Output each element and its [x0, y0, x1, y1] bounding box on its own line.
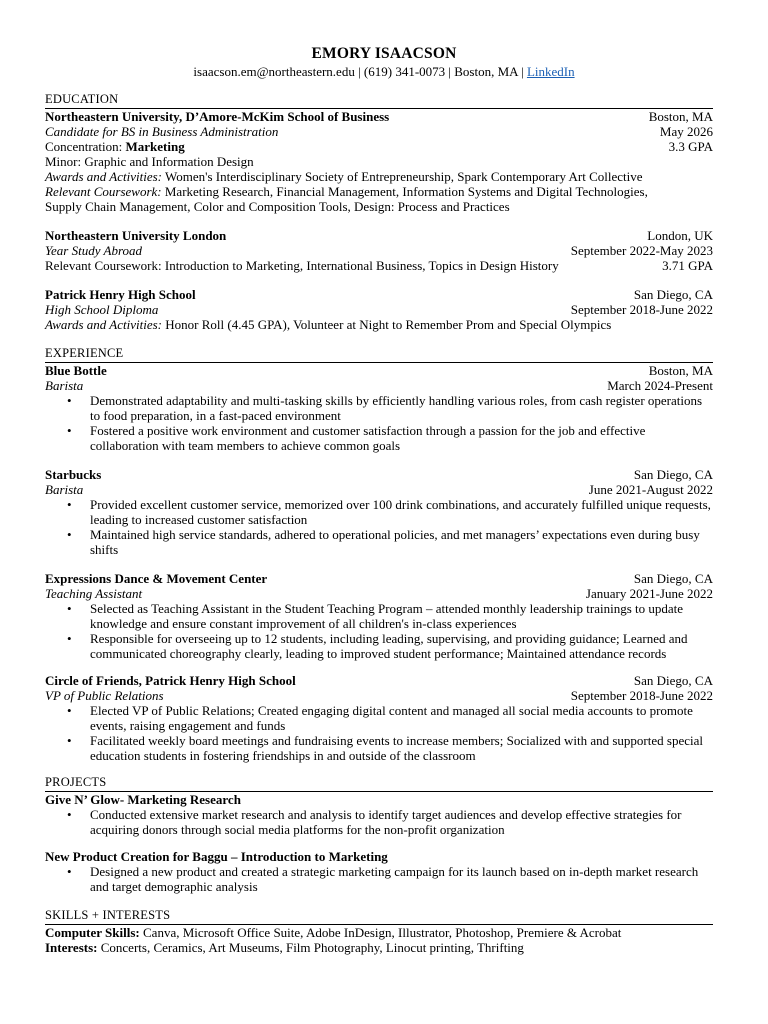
- bullet-list: [45, 703, 713, 763]
- bullet-icon: •: [67, 703, 72, 718]
- neu-awards: [45, 169, 713, 184]
- job-subheader: [45, 482, 713, 497]
- neu-date: May 2026: [659, 124, 713, 139]
- london-location: London, UK: [647, 228, 713, 243]
- neu-coursework: [45, 184, 713, 199]
- bullet-icon: •: [67, 631, 72, 646]
- job-role: Teaching Assistant: [45, 586, 143, 601]
- job-header: [45, 467, 713, 482]
- spacer: [45, 661, 713, 673]
- bullet-list: [45, 497, 713, 557]
- concentration-value: Marketing: [125, 139, 185, 154]
- computer-skills-label: Computer Skills:: [45, 925, 140, 940]
- job-location: San Diego, CA: [633, 467, 713, 482]
- bullet-list: [45, 393, 713, 453]
- london-gpa: 3.71 GPA: [662, 258, 713, 273]
- bullet-text: Elected VP of Public Relations; Created engaging digital content and managed all social media accounts to promote events, raising engagement and funds: [90, 703, 693, 733]
- bullet-text: Fostered a positive work environment and customer satisfaction through a passion for the job and effective collaboration with team members to achieve common goals: [90, 423, 646, 453]
- london-coursework: Relevant Coursework: Introduction to Marketing, International Business, Topics in Design History: [45, 258, 559, 273]
- bullet-text: Responsible for overseeing up to 12 students, including leading, supervising, and providing guidance; Learned and communicated choreography clearly, leading to improved student performance; Maintained attendance records: [90, 631, 688, 661]
- phhs-location: San Diego, CA: [633, 287, 713, 302]
- job-subheader: [45, 378, 713, 393]
- job-entry: [45, 363, 713, 453]
- job-date: March 2024-Present: [607, 378, 713, 393]
- job-subheader: [45, 586, 713, 601]
- bullet-text: Provided excellent customer service, memorized over 100 drink combinations, and accurately fulfilled unique requests, leading to increased customer satisfaction: [90, 497, 711, 527]
- job-role: VP of Public Relations: [45, 688, 164, 703]
- job-location: Boston, MA: [648, 363, 713, 378]
- phhs-degree: High School Diploma: [45, 302, 159, 317]
- project-entry: [45, 849, 713, 894]
- job-role: Barista: [45, 482, 84, 497]
- computer-skills-text: Canva, Microsoft Office Suite, Adobe InDesign, Illustrator, Photoshop, Premiere & Acrobat: [139, 925, 622, 940]
- job-org: Expressions Dance & Movement Center: [45, 571, 268, 586]
- job-date: June 2021-August 2022: [588, 482, 713, 497]
- bullet-icon: •: [67, 864, 72, 879]
- awards-label: Awards and Activities:: [45, 169, 162, 184]
- bullet-item: [45, 497, 713, 527]
- spacer: [45, 557, 713, 571]
- job-entry: [45, 673, 713, 763]
- linkedin-link[interactable]: LinkedIn: [526, 64, 575, 79]
- bullet-item: [45, 423, 713, 453]
- bullet-text: Designed a new product and created a strategic marketing campaign for its launch based on in-depth market research and target demographic analysis: [90, 864, 699, 894]
- contact-line: [0, 64, 768, 80]
- bullet-icon: •: [67, 527, 72, 542]
- concentration-label: Concentration:: [45, 139, 126, 154]
- bullet-item: [45, 631, 713, 661]
- bullet-icon: •: [67, 423, 72, 438]
- candidate-name: EMORY ISAACSON: [311, 45, 457, 62]
- job-org: Starbucks: [45, 467, 102, 482]
- education-heading: EDUCATION: [45, 92, 713, 109]
- job-entry: [45, 467, 713, 557]
- neu-location: Boston, MA: [648, 109, 713, 124]
- bullet-icon: •: [67, 497, 72, 512]
- bullet-list: [45, 807, 713, 837]
- london-date: September 2022-May 2023: [570, 243, 713, 258]
- london-school: Northeastern University London: [45, 228, 227, 243]
- projects-list: [45, 792, 713, 894]
- projects-heading: PROJECTS: [45, 775, 713, 792]
- bullet-icon: •: [67, 601, 72, 616]
- job-header: [45, 673, 713, 688]
- phhs-date: September 2018-June 2022: [570, 302, 713, 317]
- bullet-text: Demonstrated adaptability and multi-tasking skills by efficiently handling various roles, from cash register operations to food preparation, in a fast-paced environment: [90, 393, 703, 423]
- neu-degree: Candidate for BS in Business Administration: [45, 124, 279, 139]
- coursework-label: Relevant Coursework:: [45, 184, 162, 199]
- london-program: Year Study Abroad: [45, 243, 143, 258]
- skills-heading: SKILLS + INTERESTS: [45, 908, 713, 925]
- bullet-text: Facilitated weekly board meetings and fundraising events to increase members; Socialized with and supported special education students in fostering friendships in and outside of the classroom: [90, 733, 703, 763]
- job-location: San Diego, CA: [633, 673, 713, 688]
- bullet-text: Selected as Teaching Assistant in the Student Teaching Program – attended monthly leadership trainings to update knowledge and ensure constant improvement of all children's in-class experiences: [90, 601, 684, 631]
- coursework-text: Marketing Research, Financial Management, Information Systems and Digital Technologies,: [161, 184, 648, 199]
- neu-gpa: 3.3 GPA: [668, 139, 713, 154]
- bullet-item: [45, 733, 713, 763]
- awards-text: Honor Roll (4.45 GPA), Volunteer at Night to Remember Prom and Special Olympics: [162, 317, 612, 332]
- job-org: Blue Bottle: [45, 363, 107, 378]
- awards-text: Women's Interdisciplinary Society of Entrepreneurship, Spark Contemporary Art Collective: [162, 169, 643, 184]
- bullet-text: Conducted extensive market research and analysis to identify target audiences and develop effective strategies for acquiring donors through social media platforms for the non-profit organization: [90, 807, 682, 837]
- job-date: January 2021-June 2022: [585, 586, 713, 601]
- bullet-item: [45, 864, 713, 894]
- phhs-awards: [45, 317, 713, 332]
- bullet-icon: •: [67, 393, 72, 408]
- job-date: September 2018-June 2022: [570, 688, 713, 703]
- project-entry: [45, 792, 713, 837]
- awards-label: Awards and Activities:: [45, 317, 162, 332]
- neu-minor: Minor: Graphic and Information Design: [45, 154, 254, 169]
- neu-school: Northeastern University, D’Amore-McKim School of Business: [45, 109, 390, 124]
- contact-info: isaacson.em@northeastern.edu | (619) 341-0073 | Boston, MA |: [193, 64, 527, 79]
- project-name: Give N’ Glow- Marketing Research: [45, 792, 241, 807]
- experience-heading: EXPERIENCE: [45, 346, 713, 363]
- bullet-item: [45, 393, 713, 423]
- spacer: [45, 837, 713, 849]
- bullet-list: [45, 601, 713, 661]
- neu-coursework-cont: Supply Chain Management, Color and Composition Tools, Design: Process and Practices: [45, 199, 510, 214]
- bullet-icon: •: [67, 807, 72, 822]
- job-org: Circle of Friends, Patrick Henry High School: [45, 673, 296, 688]
- job-subheader: [45, 688, 713, 703]
- interests-text: Concerts, Ceramics, Art Museums, Film Photography, Linocut printing, Thrifting: [97, 940, 524, 955]
- job-location: San Diego, CA: [633, 571, 713, 586]
- computer-skills: [45, 925, 713, 940]
- spacer: [45, 453, 713, 467]
- bullet-item: [45, 807, 713, 837]
- job-header: [45, 363, 713, 378]
- resume-body: [45, 92, 713, 955]
- spacer: [45, 763, 713, 775]
- job-role: Barista: [45, 378, 84, 393]
- bullet-list: [45, 864, 713, 894]
- experience-list: [45, 363, 713, 775]
- bullet-icon: •: [67, 733, 72, 748]
- interests-label: Interests:: [45, 940, 98, 955]
- phhs-school: Patrick Henry High School: [45, 287, 196, 302]
- bullet-item: [45, 527, 713, 557]
- project-name: New Product Creation for Baggu – Introduction to Marketing: [45, 849, 388, 864]
- bullet-text: Maintained high service standards, adhered to operational policies, and met managers’ expectations even during busy shifts: [90, 527, 700, 557]
- job-header: [45, 571, 713, 586]
- interests: [45, 940, 713, 955]
- job-entry: [45, 571, 713, 661]
- bullet-item: [45, 601, 713, 631]
- neu-concentration: [45, 139, 185, 154]
- bullet-item: [45, 703, 713, 733]
